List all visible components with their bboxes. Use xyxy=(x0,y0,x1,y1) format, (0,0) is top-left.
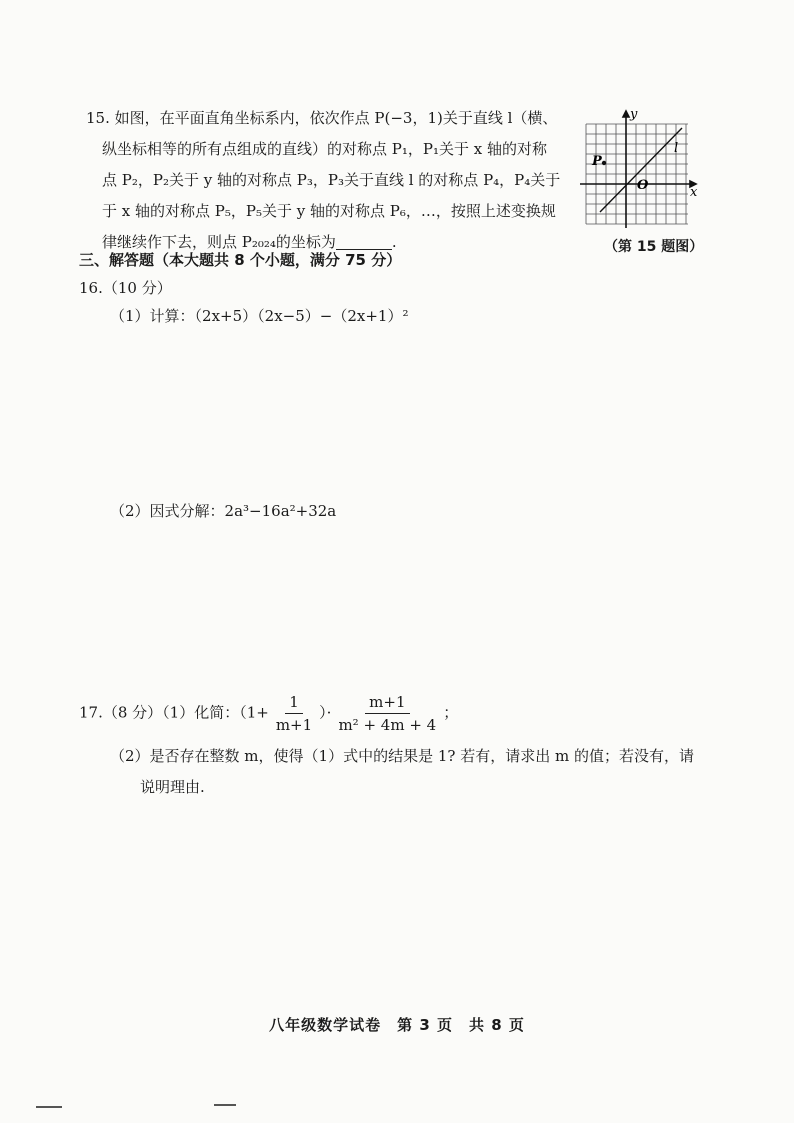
x-axis-label: x xyxy=(690,185,698,200)
page-footer: 八年级数学试卷 第 3 页 共 8 页 xyxy=(269,1016,525,1034)
question-16-part-1: （1）计算：（2x+5）（2x−5）−（2x+1）² xyxy=(110,307,409,325)
origin-label: O xyxy=(637,178,649,193)
q15-line-3: 点 P₂，P₂关于 y 轴的对称点 P₃，P₃关于直线 l 的对称点 P₄，P₄关于 xyxy=(102,171,561,189)
q15-line-4: 于 x 轴的对称点 P₅，P₅关于 y 轴的对称点 P₆，…，按照上述变换规 xyxy=(102,202,556,220)
point-p xyxy=(602,161,606,165)
point-p-label: P xyxy=(592,154,602,169)
question-17-part-2-line-2: 说明理由. xyxy=(140,778,205,796)
answer-blank[interactable] xyxy=(336,233,392,250)
line-l-label: l xyxy=(674,141,679,156)
figure-caption: （第 15 题图） xyxy=(604,239,704,255)
question-17-part-2-line-1: （2）是否存在整数 m，使得（1）式中的结果是 1? 若有，请求出 m 的值；若没有，请 xyxy=(110,747,694,765)
line-l xyxy=(600,128,682,212)
y-axis-arrow xyxy=(623,111,629,117)
question-16-part-2: （2）因式分解：2a³−16a²+32a xyxy=(110,502,337,520)
section-3-heading: 三、解答题（本大题共 8 个小题，满分 75 分） xyxy=(79,251,402,269)
fraction-2: $\frac{m+1}{\text{m² + 4m + 4}}$ xyxy=(338,693,437,734)
question-17-part-1: 17.（8 分）（1）化简：（1+ $\frac{1}{m+1}$ ）· $\frac{m+1}{\text{m² + 4m + 4}}$ ； xyxy=(79,693,459,734)
q15-coordinate-grid-figure xyxy=(578,108,702,232)
scan-mark xyxy=(214,1104,236,1106)
q15-line-5: 律继续作下去，则点 P₂₀₂₄的坐标为 . xyxy=(102,233,397,251)
fraction-1: $\frac{1}{m+1}$ xyxy=(275,693,313,734)
q15-line-1: 15. 如图，在平面直角坐标系内，依次作点 P(−3，1)关于直线 l（横、 xyxy=(86,109,558,127)
scan-mark xyxy=(36,1106,62,1108)
q15-line-2: 纵坐标相等的所有点组成的直线）的对称点 P₁，P₁关于 x 轴的对称 xyxy=(102,140,547,158)
question-15 xyxy=(86,103,566,258)
question-16-header: 16.（10 分） xyxy=(79,279,172,297)
y-axis-label: y xyxy=(630,108,638,122)
